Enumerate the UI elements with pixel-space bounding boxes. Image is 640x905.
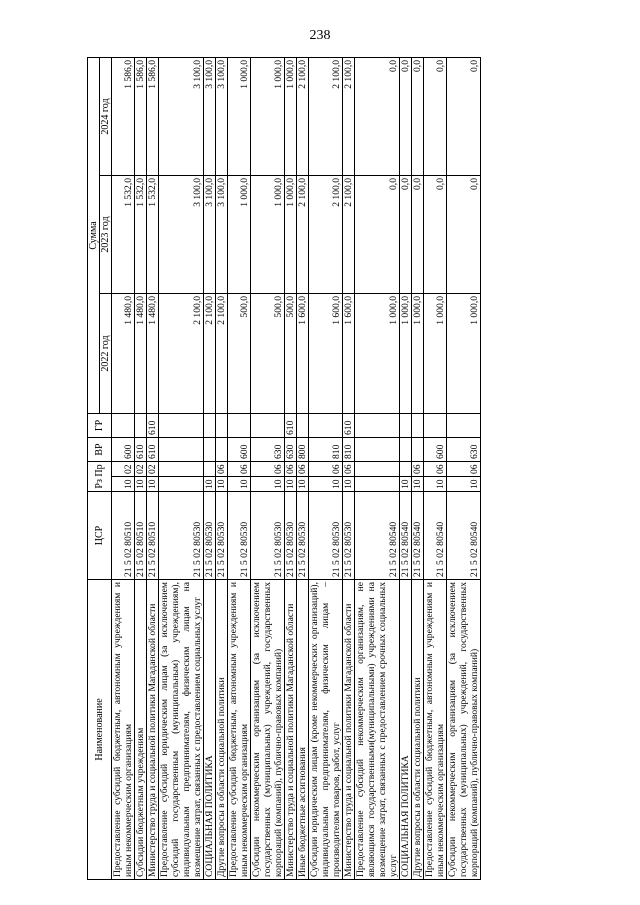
cell-2023: 3 100,0 bbox=[216, 175, 228, 293]
cell-csr: 21 5 02 80530 bbox=[297, 492, 309, 580]
cell-csr: 21 5 02 80540 bbox=[447, 492, 481, 580]
header-rz-pr: Рз Пр bbox=[88, 461, 112, 491]
cell-gr bbox=[159, 413, 204, 437]
cell-csr: 21 5 02 80510 bbox=[147, 492, 159, 580]
cell-name: Другие вопросы в области социальной политики bbox=[216, 580, 228, 880]
cell-2024: 1 586,0 bbox=[147, 57, 159, 175]
cell-csr: 21 5 02 80510 bbox=[112, 492, 135, 580]
cell-gr bbox=[216, 413, 228, 437]
cell-pr: 06 bbox=[216, 461, 228, 476]
cell-vr bbox=[355, 437, 400, 461]
cell-name: Министерство труда и социальной политики Магаданской области bbox=[343, 580, 355, 880]
cell-rz: 10 bbox=[297, 477, 309, 492]
cell-2024: 2 100,0 bbox=[343, 57, 355, 175]
header-row-top bbox=[88, 57, 100, 879]
cell-name: Министерство труда и социальной политики Магаданской области bbox=[285, 580, 297, 880]
cell-vr: 610 bbox=[147, 437, 159, 461]
table-row bbox=[343, 57, 355, 879]
cell-2024: 0,0 bbox=[447, 57, 481, 175]
cell-2023: 1 000,0 bbox=[251, 175, 285, 293]
cell-2023: 0,0 bbox=[400, 175, 412, 293]
table-row bbox=[204, 57, 216, 879]
cell-name: СОЦИАЛЬНАЯ ПОЛИТИКА bbox=[204, 580, 216, 880]
cell-2024: 1 000,0 bbox=[228, 57, 251, 175]
cell-2024: 0,0 bbox=[400, 57, 412, 175]
cell-2023: 1 000,0 bbox=[285, 175, 297, 293]
cell-name: СОЦИАЛЬНАЯ ПОЛИТИКА bbox=[400, 580, 412, 880]
cell-name: Предоставление субсидий некоммерческим организациям, не являющимся государственными(муниципальными) учреждениями на возмещение затрат, связанных с предоставлением срочных социальных услуг bbox=[355, 580, 400, 880]
cell-2024: 1 000,0 bbox=[285, 57, 297, 175]
cell-gr: 610 bbox=[343, 413, 355, 437]
table-body bbox=[112, 57, 481, 879]
cell-pr bbox=[204, 461, 216, 476]
cell-vr: 810 bbox=[343, 437, 355, 461]
header-sum: Сумма bbox=[88, 57, 100, 413]
cell-2024: 3 100,0 bbox=[159, 57, 204, 175]
header-year-2022: 2022 год bbox=[100, 293, 112, 413]
cell-2023: 0,0 bbox=[447, 175, 481, 293]
cell-name: Министерство труда и социальной политики Магаданской области bbox=[147, 580, 159, 880]
cell-2024: 0,0 bbox=[412, 57, 424, 175]
cell-csr: 21 5 02 80530 bbox=[159, 492, 204, 580]
cell-gr bbox=[412, 413, 424, 437]
header-year-2024: 2024 год bbox=[100, 57, 112, 175]
cell-vr: 800 bbox=[297, 437, 309, 461]
cell-pr: 06 bbox=[343, 461, 355, 476]
cell-pr: 02 bbox=[112, 461, 135, 476]
cell-vr bbox=[216, 437, 228, 461]
cell-2022: 1 480,0 bbox=[112, 293, 135, 413]
table-row bbox=[355, 57, 400, 879]
table-row bbox=[159, 57, 204, 879]
cell-2022: 500,0 bbox=[228, 293, 251, 413]
cell-name: Предоставление субсидий бюджетным, автономным учреждениям и иным некоммерческим организациям bbox=[112, 580, 135, 880]
cell-2023: 0,0 bbox=[424, 175, 447, 293]
cell-2023: 3 100,0 bbox=[204, 175, 216, 293]
cell-2023: 2 100,0 bbox=[343, 175, 355, 293]
cell-2024: 1 586,0 bbox=[112, 57, 135, 175]
budget-table bbox=[87, 57, 481, 880]
cell-2022: 1 480,0 bbox=[135, 293, 147, 413]
table-row bbox=[228, 57, 251, 879]
cell-2022: 1 000,0 bbox=[355, 293, 400, 413]
cell-rz: 10 bbox=[343, 477, 355, 492]
cell-2023: 1 532,0 bbox=[147, 175, 159, 293]
cell-2024: 2 100,0 bbox=[297, 57, 309, 175]
cell-2024: 3 100,0 bbox=[204, 57, 216, 175]
cell-csr: 21 5 02 80530 bbox=[285, 492, 297, 580]
cell-rz: 10 bbox=[112, 477, 135, 492]
cell-csr: 21 5 02 80530 bbox=[251, 492, 285, 580]
cell-csr: 21 5 02 80530 bbox=[309, 492, 343, 580]
cell-csr: 21 5 02 80530 bbox=[216, 492, 228, 580]
cell-2024: 0,0 bbox=[424, 57, 447, 175]
cell-2023: 1 532,0 bbox=[112, 175, 135, 293]
cell-pr: 02 bbox=[147, 461, 159, 476]
cell-pr: 02 bbox=[135, 461, 147, 476]
cell-2023: 3 100,0 bbox=[159, 175, 204, 293]
cell-name: Другие вопросы в области социальной политики bbox=[412, 580, 424, 880]
cell-2022: 1 000,0 bbox=[412, 293, 424, 413]
cell-pr: 06 bbox=[251, 461, 285, 476]
cell-name: Предоставление субсидий юридическим лицам (за исключением субсидий государственным (муниципальным) учреждениям), индивидуальным предпринимателям, физическим лицам на возмещение затрат, связанных с предоставлением социальных услуг bbox=[159, 580, 204, 880]
cell-gr bbox=[309, 413, 343, 437]
cell-csr: 21 5 02 80540 bbox=[424, 492, 447, 580]
cell-2022: 500,0 bbox=[285, 293, 297, 413]
cell-2022: 1 600,0 bbox=[343, 293, 355, 413]
rotated-table-area bbox=[87, 58, 572, 880]
cell-2022: 1 480,0 bbox=[147, 293, 159, 413]
cell-pr: 06 bbox=[297, 461, 309, 476]
cell-csr: 21 5 02 80530 bbox=[228, 492, 251, 580]
cell-name: Субсидии бюджетным учреждениям bbox=[135, 580, 147, 880]
cell-gr: 610 bbox=[285, 413, 297, 437]
cell-vr: 600 bbox=[228, 437, 251, 461]
cell-gr bbox=[112, 413, 135, 437]
table-row bbox=[285, 57, 297, 879]
cell-vr: 630 bbox=[285, 437, 297, 461]
cell-2022: 500,0 bbox=[251, 293, 285, 413]
cell-pr: 06 bbox=[447, 461, 481, 476]
cell-rz: 10 bbox=[447, 477, 481, 492]
cell-vr: 600 bbox=[424, 437, 447, 461]
cell-2023: 1 000,0 bbox=[228, 175, 251, 293]
cell-2023: 1 532,0 bbox=[135, 175, 147, 293]
cell-2022: 1 000,0 bbox=[447, 293, 481, 413]
table-row bbox=[309, 57, 343, 879]
cell-csr: 21 5 02 80530 bbox=[343, 492, 355, 580]
cell-vr: 630 bbox=[251, 437, 285, 461]
cell-vr bbox=[159, 437, 204, 461]
cell-gr bbox=[424, 413, 447, 437]
cell-2023: 2 100,0 bbox=[309, 175, 343, 293]
cell-rz: 10 bbox=[228, 477, 251, 492]
cell-rz bbox=[159, 477, 204, 492]
cell-rz: 10 bbox=[412, 477, 424, 492]
cell-rz bbox=[355, 477, 400, 492]
table-row bbox=[216, 57, 228, 879]
cell-gr bbox=[228, 413, 251, 437]
cell-pr: 06 bbox=[285, 461, 297, 476]
cell-2022: 2 100,0 bbox=[204, 293, 216, 413]
cell-vr: 810 bbox=[309, 437, 343, 461]
cell-pr: 06 bbox=[424, 461, 447, 476]
cell-rz: 10 bbox=[216, 477, 228, 492]
table-row bbox=[297, 57, 309, 879]
cell-2023: 0,0 bbox=[355, 175, 400, 293]
cell-pr: 06 bbox=[412, 461, 424, 476]
cell-vr bbox=[412, 437, 424, 461]
cell-gr bbox=[251, 413, 285, 437]
cell-rz: 10 bbox=[285, 477, 297, 492]
cell-gr bbox=[447, 413, 481, 437]
cell-rz: 10 bbox=[424, 477, 447, 492]
cell-vr bbox=[400, 437, 412, 461]
cell-name: Предоставление субсидий бюджетным, автономным учреждениям и иным некоммерческим организациям bbox=[228, 580, 251, 880]
cell-rz: 10 bbox=[251, 477, 285, 492]
cell-rz: 10 bbox=[309, 477, 343, 492]
table-row bbox=[412, 57, 424, 879]
cell-gr: 610 bbox=[147, 413, 159, 437]
cell-2024: 3 100,0 bbox=[216, 57, 228, 175]
cell-pr: 06 bbox=[228, 461, 251, 476]
cell-2024: 2 100,0 bbox=[309, 57, 343, 175]
page-number: 238 bbox=[309, 28, 331, 43]
cell-vr: 630 bbox=[447, 437, 481, 461]
cell-2023: 2 100,0 bbox=[297, 175, 309, 293]
cell-2024: 0,0 bbox=[355, 57, 400, 175]
cell-2022: 1 000,0 bbox=[400, 293, 412, 413]
cell-pr: 06 bbox=[309, 461, 343, 476]
cell-vr: 610 bbox=[135, 437, 147, 461]
cell-name: Предоставление субсидий бюджетным, автономным учреждениям и иным некоммерческим организациям bbox=[424, 580, 447, 880]
cell-rz: 10 bbox=[400, 477, 412, 492]
cell-rz: 10 bbox=[147, 477, 159, 492]
table-row bbox=[447, 57, 481, 879]
header-csr: ЦСР bbox=[88, 492, 112, 580]
header-gr: ГР bbox=[88, 413, 112, 437]
cell-csr: 21 5 02 80510 bbox=[135, 492, 147, 580]
header-vr: ВР bbox=[88, 437, 112, 461]
table-row bbox=[251, 57, 285, 879]
cell-csr: 21 5 02 80540 bbox=[400, 492, 412, 580]
cell-name: Субсидии юридическим лицам (кроме некоммерческих организаций), индивидуальным предпринимателям, физическим лицам – производителям товаров, работ, услуг bbox=[309, 580, 343, 880]
header-name: Наименование bbox=[88, 580, 112, 880]
cell-csr: 21 5 02 80530 bbox=[204, 492, 216, 580]
cell-csr: 21 5 02 80540 bbox=[412, 492, 424, 580]
table-row bbox=[135, 57, 147, 879]
cell-pr bbox=[400, 461, 412, 476]
cell-2022: 2 100,0 bbox=[159, 293, 204, 413]
cell-csr: 21 5 02 80540 bbox=[355, 492, 400, 580]
cell-vr bbox=[204, 437, 216, 461]
cell-gr bbox=[204, 413, 216, 437]
cell-2024: 1 586,0 bbox=[135, 57, 147, 175]
cell-gr bbox=[355, 413, 400, 437]
table-row bbox=[112, 57, 135, 879]
cell-rz: 10 bbox=[204, 477, 216, 492]
table-row bbox=[400, 57, 412, 879]
cell-pr bbox=[355, 461, 400, 476]
header-year-2023: 2023 год bbox=[100, 175, 112, 293]
cell-vr: 600 bbox=[112, 437, 135, 461]
cell-name: Субсидии некоммерческим организациям (за исключением государственных (муниципальных) учреждений, государственных корпораций (компаний), публично-правовых компаний) bbox=[251, 580, 285, 880]
table-row bbox=[147, 57, 159, 879]
cell-2022: 1 600,0 bbox=[309, 293, 343, 413]
cell-name: Субсидии некоммерческим организациям (за исключением государственных (муниципальных) учреждений, государственных корпораций (компаний), публично-правовых компаний) bbox=[447, 580, 481, 880]
cell-name: Иные бюджетные ассигнования bbox=[297, 580, 309, 880]
cell-gr bbox=[297, 413, 309, 437]
cell-rz: 10 bbox=[135, 477, 147, 492]
rotated-page-content bbox=[87, 58, 572, 880]
cell-2022: 1 600,0 bbox=[297, 293, 309, 413]
table-row bbox=[424, 57, 447, 879]
cell-2024: 1 000,0 bbox=[251, 57, 285, 175]
cell-gr bbox=[135, 413, 147, 437]
cell-2022: 1 000,0 bbox=[424, 293, 447, 413]
cell-gr bbox=[400, 413, 412, 437]
cell-2022: 2 100,0 bbox=[216, 293, 228, 413]
cell-pr bbox=[159, 461, 204, 476]
cell-2023: 0,0 bbox=[412, 175, 424, 293]
